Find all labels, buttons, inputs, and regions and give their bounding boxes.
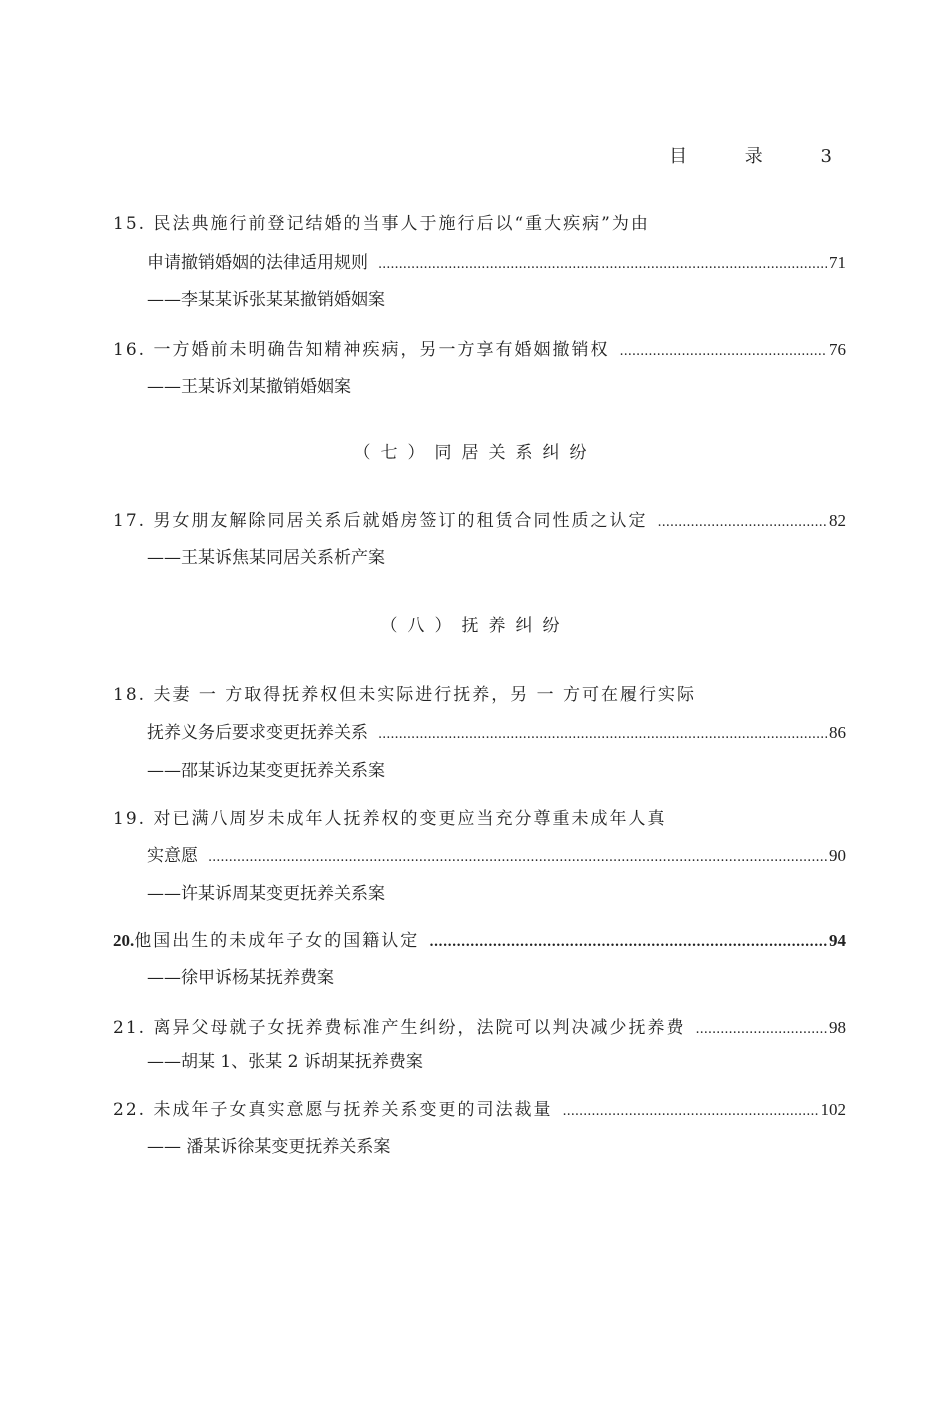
toc-entry-20-row[interactable] [113, 928, 846, 954]
toc-entry-16-title: 16. 一方婚前未明确告知精神疾病，另一方享有婚姻撤销权 [113, 340, 610, 360]
toc-entry-16-case: ——王某诉刘某撤销婚姻案 [147, 377, 351, 397]
toc-entry-22-page: 102 [820, 1100, 846, 1119]
dot-leader [378, 250, 827, 278]
header-title: 目 录 [669, 146, 789, 167]
toc-entry-21-page: 98 [829, 1018, 846, 1037]
dot-leader [378, 720, 827, 748]
toc-entry-15-case: ——李某某诉张某某撤销婚姻案 [147, 290, 385, 310]
toc-entry-15-page: 71 [829, 253, 846, 272]
toc-entry-16-row[interactable] [113, 337, 846, 363]
toc-entry-21-case: ——胡某 1、张某 2 诉胡某抚养费案 [147, 1052, 423, 1072]
toc-entry-21-title: 21. 离异父母就子女抚养费标准产生纠纷，法院可以判决减少抚养费 [113, 1018, 686, 1038]
toc-entry-22-title: 22. 未成年子女真实意愿与抚养关系变更的司法裁量 [113, 1100, 553, 1120]
toc-entry-20-page: 94 [829, 931, 846, 950]
toc-entry-20-number: 20. [113, 931, 135, 950]
toc-entry-15-row[interactable] [147, 250, 846, 276]
toc-entry-18-title[interactable]: 18. 夫妻 一 方取得抚养权但未实际进行抚养，另 一 方可在履行实际 [113, 685, 697, 705]
dot-leader [562, 1097, 818, 1125]
section-heading-cohabitation: （七）同居关系纠纷 [353, 443, 597, 463]
dot-leader [619, 337, 827, 365]
toc-entry-20-title: 他国出生的未成年子女的国籍认定 [134, 931, 420, 951]
toc-entry-17-page: 82 [829, 511, 846, 530]
toc-entry-20-case: ——徐甲诉杨某抚养费案 [147, 968, 334, 988]
toc-entry-19-case: ——许某诉周某变更抚养关系案 [147, 884, 385, 904]
dot-leader [657, 508, 827, 536]
toc-entry-19-row[interactable] [147, 843, 846, 869]
section-heading-custody: （八）抚养纠纷 [380, 616, 570, 636]
toc-entry-21-row[interactable] [113, 1015, 846, 1041]
toc-entry-15-title[interactable]: 15. 民法典施行前登记结婚的当事人于施行后以“重大疾病”为由 [113, 214, 650, 234]
toc-entry-22-row[interactable] [113, 1097, 846, 1123]
dot-leader [695, 1015, 827, 1043]
dot-leader [429, 928, 827, 956]
toc-entry-19-title-cont: 实意愿 [147, 846, 198, 866]
toc-entry-17-title: 17. 男女朋友解除同居关系后就婚房签订的租赁合同性质之认定 [113, 511, 648, 531]
toc-entry-17-case: ——王某诉焦某同居关系析产案 [147, 548, 385, 568]
toc-entry-19-page: 90 [829, 846, 846, 865]
toc-entry-22-case: —— 潘某诉徐某变更抚养关系案 [147, 1137, 391, 1157]
toc-entry-18-title-cont: 抚养义务后要求变更抚养关系 [147, 723, 368, 743]
toc-entry-19-title[interactable]: 19. 对已满八周岁未成年人抚养权的变更应当充分尊重未成年人真 [113, 809, 667, 829]
toc-entry-15-title-cont: 申请撤销婚姻的法律适用规则 [147, 253, 368, 273]
toc-entry-18-page: 86 [829, 723, 846, 742]
page-header [669, 142, 832, 168]
toc-entry-17-row[interactable] [113, 508, 846, 534]
dot-leader [208, 843, 827, 871]
toc-entry-18-case: ——邵某诉边某变更抚养关系案 [147, 761, 385, 781]
toc-entry-16-page: 76 [829, 340, 846, 359]
header-page-number: 3 [820, 146, 832, 167]
toc-entry-18-row[interactable] [147, 720, 846, 746]
